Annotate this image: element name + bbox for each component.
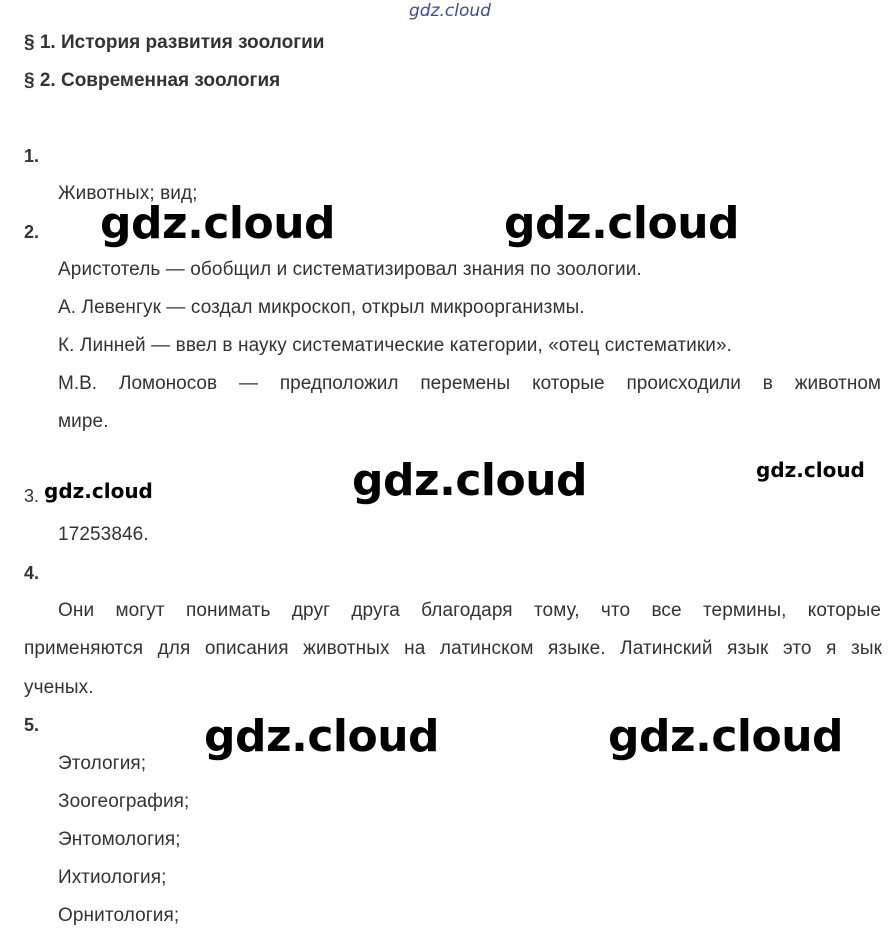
question-5-item: Орнитология; bbox=[58, 905, 180, 926]
question-2-line-justified bbox=[58, 373, 881, 395]
watermark: gdz.cloud bbox=[204, 711, 440, 762]
word: М.В. bbox=[58, 373, 98, 394]
word: происходили bbox=[626, 373, 741, 394]
word: Ломоносов bbox=[118, 373, 218, 394]
question-2-line: мире. bbox=[58, 411, 109, 432]
question-5-item: Энтомология; bbox=[58, 829, 181, 850]
question-1-number: 1. bbox=[24, 146, 40, 166]
section-heading-1: § 1. История развития зоологии bbox=[24, 32, 325, 53]
question-2-line: К. Линней — ввел в науку систематические категории, «отец систематики». bbox=[58, 335, 733, 356]
word: которые bbox=[532, 373, 605, 394]
watermark: gdz.cloud bbox=[100, 198, 336, 249]
word: животном bbox=[794, 373, 881, 394]
question-1-answer: Животных; вид; bbox=[58, 183, 198, 204]
question-5-item: Зоогеография; bbox=[58, 791, 190, 812]
section-heading-2: § 2. Современная зоология bbox=[24, 70, 281, 91]
watermark-top: gdz.cloud bbox=[409, 1, 491, 21]
question-4-line: применяются для описания животных на латинском языке. Латинский язык это я зык bbox=[24, 638, 882, 659]
watermark: gdz.cloud bbox=[44, 479, 153, 503]
question-5-item: Этология; bbox=[58, 753, 147, 774]
question-2-number: 2. bbox=[24, 222, 40, 242]
question-4-line: Они могут понимать друг друга благодаря тому, что все термины, которые bbox=[58, 600, 881, 621]
question-5-number: 5. bbox=[24, 715, 40, 735]
watermark: gdz.cloud bbox=[608, 711, 844, 762]
watermark: gdz.cloud bbox=[756, 458, 865, 482]
question-4-number: 4. bbox=[24, 563, 40, 583]
word: предположил bbox=[279, 373, 399, 394]
question-2-line: А. Левенгук — создал микроскоп, открыл микроорганизмы. bbox=[58, 297, 585, 318]
watermark: gdz.cloud bbox=[352, 455, 588, 506]
question-3-answer: 17253846. bbox=[58, 524, 149, 545]
question-4-line: ученых. bbox=[24, 677, 94, 698]
watermark: gdz.cloud bbox=[504, 198, 740, 249]
word: перемены bbox=[420, 373, 511, 394]
question-5-item: Ихтиология; bbox=[58, 867, 167, 888]
word: в bbox=[762, 373, 773, 394]
word: — bbox=[238, 373, 258, 394]
question-2-line: Аристотель — обобщил и систематизировал знания по зоологии. bbox=[58, 259, 642, 280]
question-3-number: 3. bbox=[24, 486, 40, 506]
